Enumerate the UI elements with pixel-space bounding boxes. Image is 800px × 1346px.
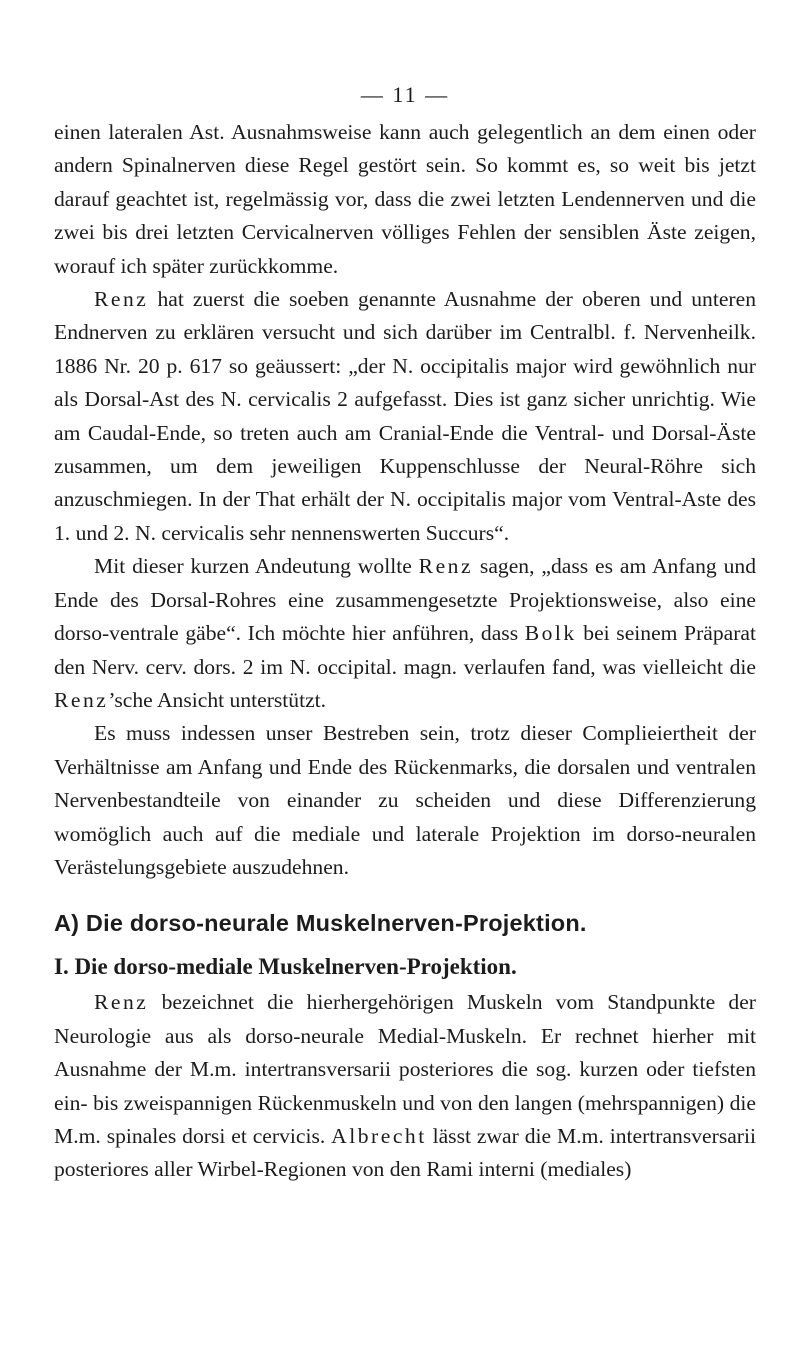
- paragraph-3-text-start: Mit dieser kurzen Andeutung wollte: [94, 554, 419, 579]
- author-name-albrecht: Albrecht: [331, 1123, 427, 1148]
- subsection-heading-i: I. Die dorso-mediale Muskelnerven-Projektion.: [54, 954, 517, 980]
- paragraph-3-text-end: ’sche Ansicht unterstützt.: [108, 687, 327, 712]
- paragraph-3-text-middle: sagen, „dass es am Anfang und Ende des Dorsal-Rohres eine zusammengesetzte Projektionsweise, also eine dorso-ventrale gäbe“. Ich möchte hier anführen, dass: [54, 554, 756, 646]
- paragraph-5-text-end: lässt zwar die M.m. intertransversarii posteriores aller Wirbel-Regionen von den Rami interni (mediales): [54, 1123, 756, 1182]
- page-number: — 11 —: [360, 82, 450, 107]
- body-text: [54, 116, 756, 1187]
- author-name-renz: Renz: [94, 990, 149, 1015]
- paragraph-3: [54, 550, 756, 717]
- paragraph-3-text-middle-2: bei seinem Präparat den Nerv. cerv. dors. 2 im N. occipital. magn. verlaufen fand, was vielleicht die: [54, 621, 756, 679]
- section-heading-a: A) Die dorso-neurale Muskelnerven-Projektion.: [54, 910, 587, 937]
- author-name-renz: Renz: [54, 687, 109, 712]
- author-name-bolk: Bolk: [524, 621, 577, 646]
- paragraph-2-text: hat zuerst die soeben genannte Ausnahme der oberen und unteren Endnerven zu erklären versucht und sich darüber im Centralbl. f. Nervenheilk. 1886 Nr. 20 p. 617 so geäussert: „der N. occipitalis major wird gewöhnlich nur als Dorsal-Ast des N. cervicalis 2 aufgefasst. Dies ist ganz sicher unrichtig. Wie am Caudal-Ende, so treten auch am Cranial-Ende die Ventral- und Dorsal-Äste zusammen, um dem jeweiligen Kuppenschlusse der Neural-Röhre sich anzuschmiegen. In der That erhält der N. occipitalis major vom Ventral-Aste des 1. und 2. N. cervicalis sehr nennenswerten Succurs“.: [54, 287, 756, 545]
- paragraph-5-text: bezeichnet die hierhergehörigen Muskeln vom Standpunkte der Neurologie aus als dorso-neurale Medial-Muskeln. Er rechnet hierher mit Ausnahme der M.m. intertransversarii posteriores die sog. kurzen oder tiefsten ein- bis zweispannigen Rückenmuskeln und von den langen (mehrspannigen) die M.m. spinales dorsi et cervicis.: [54, 990, 756, 1148]
- paragraph-4: Es muss indessen unser Bestreben sein, trotz dieser Complieiertheit der Verhältnisse am Anfang und Ende des Rückenmarks, die dorsalen und ventralen Nervenbestandteile von einander zu scheiden und diese Differenzierung womöglich auch auf die mediale und laterale Projektion im dorso-neuralen Verästelungsgebiete auszudehnen.: [54, 721, 756, 879]
- paragraph-5: [54, 986, 756, 1186]
- paragraph-1: einen lateralen Ast. Ausnahmsweise kann auch gelegentlich an dem einen oder andern Spinalnerven diese Regel gestört sein. So kommt es, so weit bis jetzt darauf geachtet ist, regelmässig vor, dass die zwei letzten Lendennerven und die zwei bis drei letzten Cervicalnerven völliges Fehlen der sensiblen Äste zeigen, worauf ich später zurückkomme.: [54, 120, 756, 278]
- paragraph-2: [54, 283, 756, 550]
- author-name-renz: Renz: [94, 287, 149, 312]
- author-name-renz: Renz: [418, 554, 474, 579]
